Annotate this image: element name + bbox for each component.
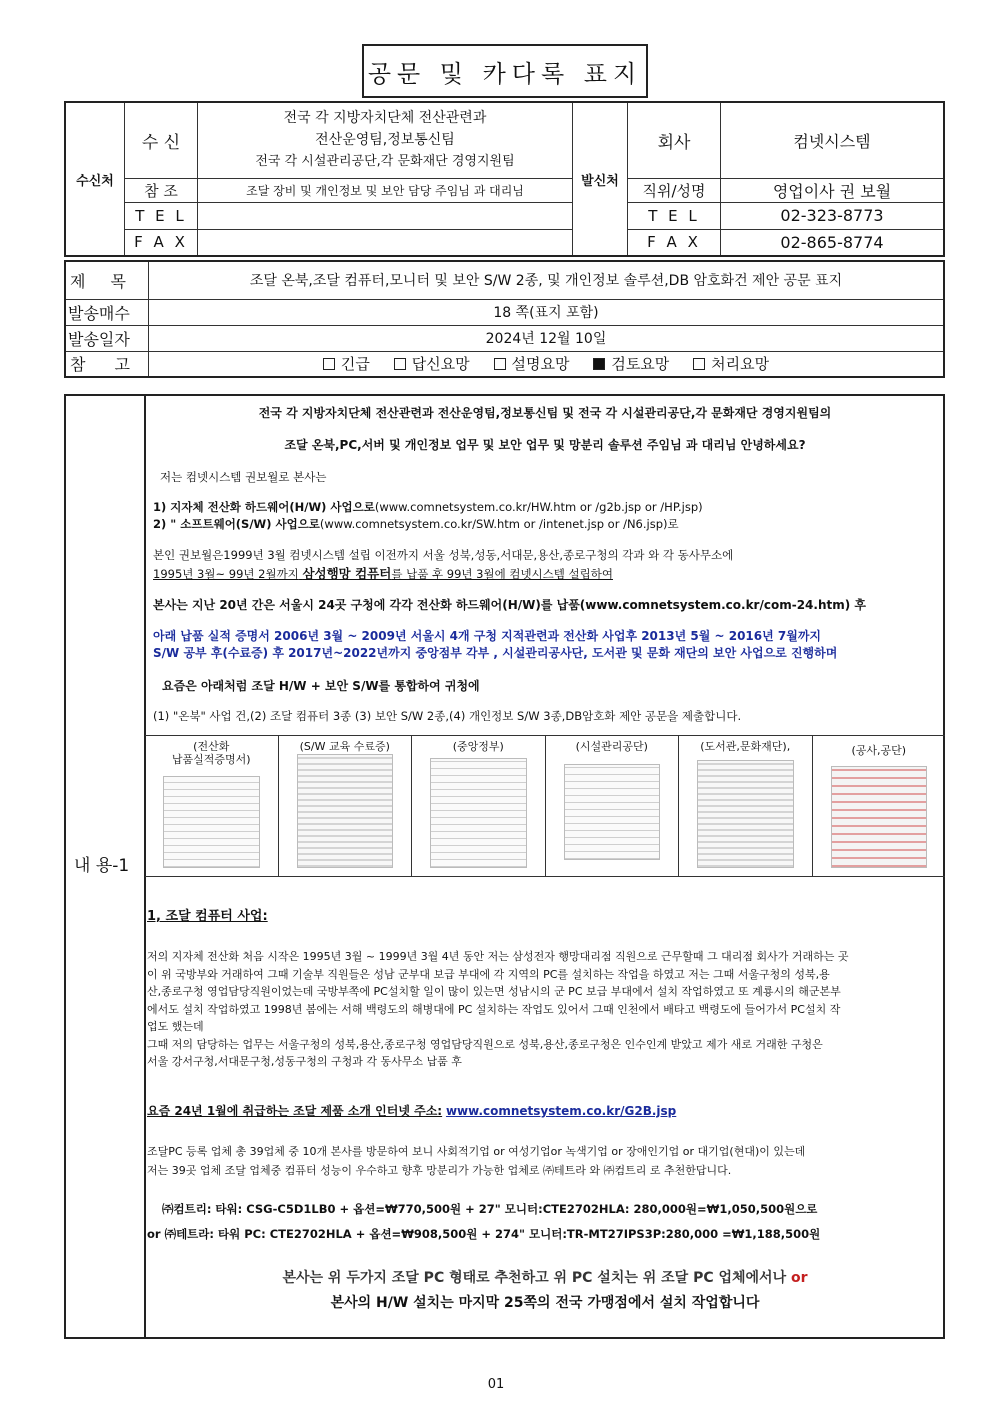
tel-label-sender: T E L xyxy=(628,202,721,229)
thumb-caption: (중앙정부) xyxy=(452,740,504,753)
thumb-caption: (S/W 교육 수료증) xyxy=(299,740,390,753)
position-label: 직위/성명 xyxy=(628,178,721,202)
section-1-title: 1, 조달 컴퓨터 사업: xyxy=(147,909,268,924)
intro-line: 저는 컴넷시스템 권보월로 본사는 xyxy=(160,470,327,484)
document-image xyxy=(430,758,527,868)
option-explain[interactable]: 설명요망 xyxy=(494,355,570,373)
product-url-link[interactable]: www.comnetsystem.co.kr/G2B.jsp xyxy=(445,1104,677,1118)
paragraph-2-line-2: 저는 39곳 업체 조달 업체중 컴퓨터 성능이 우수하고 향후 망분리가 가능한 업체로 ㈜테트라 와 ㈜컴트리 로 추천한답니다. xyxy=(147,1164,732,1177)
paragraph-2-line-1: 조달PC 등록 업체 총 39업체 중 10개 본사를 방문하여 보니 사회적기업 or 여성기업or 녹색기업 or 장애인기업 or 대기업(현대)이 있는데 xyxy=(147,1145,806,1158)
susin-line-3: 전국 각 시설관리공단,각 문화재단 경영지원팀 xyxy=(255,154,515,170)
note-label: 참 고 xyxy=(65,351,149,377)
date-value: 2024년 12월 10일 xyxy=(149,325,945,351)
pc-option-tetra: or ㈜테트라: 타워 PC: CTE2702HLA + 옵션=₩908,500원 + 274" 모니터:TR-MT27IPS3P:280,000 =₩1,188,500원 xyxy=(147,1227,821,1241)
greeting-line-1: 전국 각 지방자치단체 전산관련과 전산운영팀,정보통신팀 및 전국 각 시설관리공단,각 문화재단 경영지원팀의 xyxy=(258,406,832,420)
thumb-sw-education xyxy=(279,736,413,876)
history-line-3: 본사는 지난 20년 간은 서울시 24곳 구청에 각각 전산화 하드웨어(H/W)를 납품(www.comnetsystem.co.kr/com-24.htm) 후 xyxy=(153,598,866,612)
susin-line-2: 전산운영팀,정보통신팀 xyxy=(315,132,455,149)
checkbox-icon xyxy=(494,358,506,370)
proposal-line: (1) "온북" 사업 건,(2) 조달 컴퓨터 3종 (3) 보안 S/W 2종,(4) 개인정보 S/W 3종,DB암호화 제안 공문을 제출합니다. xyxy=(153,709,742,723)
content-side-label: 내 용-1 xyxy=(74,856,130,876)
tel-label: T E L xyxy=(125,202,198,229)
susin-line-1: 전국 각 지방자치단체 전산관련과 xyxy=(283,110,487,127)
susin-label: 수 신 xyxy=(125,102,198,178)
item-2: 2) " 소프트웨어(S/W) 사업으로(www.comnetsystem.co.kr/SW.htm or /intenet.jsp or /N6.jsp)로 xyxy=(153,517,679,531)
greeting-line-2: 조달 온북,PC,서버 및 개인정보 업무 및 보안 업무 및 망분리 솔루션 주임님 과 대리님 안녕하세요? xyxy=(284,438,806,452)
document-image xyxy=(564,764,661,860)
header-table xyxy=(64,101,945,257)
pc-option-comtree: ㈜컴트리: 타워: CSG-C5D1LB0 + 옵션=₩770,500원 + 27" 모니터:CTE2702HLA: 280,000원=₩1,050,500원으로 xyxy=(162,1202,818,1216)
fax-value: 02-865-8774 xyxy=(721,229,945,256)
recent-line: 요즘은 아래처럼 조달 H/W + 보안 S/W를 통합하여 귀청에 xyxy=(162,679,480,693)
final-line-2: 본사의 H/W 설치는 마지막 25쪽의 전국 가맹점에서 설치 작업합니다 xyxy=(330,1295,760,1311)
option-reply[interactable]: 답신요망 xyxy=(394,355,470,373)
history-line-2: 1995년 3월~ 99년 2월까지 삼성행망 컴퓨터를 납품 후 99년 3월에 컴넷시스템 설립하여 xyxy=(153,566,613,581)
fax-label: F A X xyxy=(125,229,198,256)
option-process[interactable]: 처리요망 xyxy=(693,355,769,373)
subject-label: 제 목 xyxy=(65,261,149,299)
company-value: 컴넷시스템 xyxy=(721,102,945,178)
recipient-label: 수신처 xyxy=(65,102,125,256)
fax-label-sender: F A X xyxy=(628,229,721,256)
sender-label: 발신처 xyxy=(573,102,628,256)
thumb-facility xyxy=(546,736,680,876)
product-url-line: 요즘 24년 1월에 취급하는 조달 제품 소개 인터넷 주소: www.comnetsystem.co.kr/G2B.jsp xyxy=(147,1104,677,1118)
document-image xyxy=(697,760,794,868)
susin-value xyxy=(198,102,573,178)
position-value: 영업이사 권 보월 xyxy=(721,178,945,202)
thumb-public-corp xyxy=(813,736,946,876)
page-number: 01 xyxy=(487,1377,505,1392)
history-line-1: 본인 권보월은1999년 3월 컴넷시스템 설립 이전까지 서울 성북,성동,서대문,용산,종로구청의 각과 와 각 동사무소에 xyxy=(153,548,734,562)
fax-value-recipient xyxy=(198,229,573,256)
thumb-central-gov xyxy=(412,736,546,876)
company-label: 회사 xyxy=(628,102,721,178)
subject-value: 조달 온북,조달 컴퓨터,모니터 및 보안 S/W 2종, 및 개인정보 솔루션,DB 암호화건 제안 공문 표지 xyxy=(149,261,945,299)
thumbnail-strip xyxy=(145,735,945,877)
date-label: 발송일자 xyxy=(65,325,149,351)
thumb-caption: (도서관,문화재단), xyxy=(700,740,791,753)
item-1: 1) 지자체 전산화 하드웨어(H/W) 사업으로(www.comnetsystem.co.kr/HW.htm or /g2b.jsp or /HP.jsp) xyxy=(153,500,703,514)
document-title: 공문 및 카다록 표지 xyxy=(362,44,648,98)
thumb-library xyxy=(679,736,813,876)
document-image xyxy=(297,754,394,868)
pages-label: 발송매수 xyxy=(65,299,149,325)
tel-value: 02-323-8773 xyxy=(721,202,945,229)
blue-line-1: 아래 납품 실적 증명서 2006년 3월 ~ 2009년 서울시 4개 구청 지적관련과 전산화 사업후 2013년 5월 ~ 2016년 7월까지 xyxy=(153,629,822,643)
note-options xyxy=(149,351,945,377)
pages-value: 18 쪽(표지 포함) xyxy=(149,299,945,325)
paragraph-1: 저의 지자체 전산화 처음 시작은 1995년 3월 ~ 1999년 3월 4년 동안 저는 삼성전자 행망대리점 직원으로 근무할때 그 대리점 회사가 거래하는 곳 이 위 국방부와 거래하여 그때 기술부 직원들은 성남 군부대 보급 부대에 각 지역의 PC를 설치하는 작업을 하였고 저는 그때 서울구청의 성북,용 산,종로구청 영업담당직원이었는데 국방부쪽에 PC설치할 일이 많이 있는면 성남시의 군 PC 보급 부대에서 설치 작업하였고 또 계룡시의 해군본부 에서도 설치 작업하였고 1998년 봄에는 서해 백령도의 해병대에 PC 설치하는 작업도 있어서 그때 인천에서 배타고 백령도에 들어가서 PC설치 작 업도 했는데 그때 저의 담당하는 업무는 서울구청의 성북,용산,종로구청 영업담당직원으로 성북,용산,종로구청은 인수인계 받았고 제가 새로 거래한 구청은 서울 강서구청,서대문구청,성동구청의 구청과 각 동사무소 납품 후 xyxy=(147,950,849,1068)
thumb-caption: (공사,공단) xyxy=(851,744,907,757)
option-review[interactable]: 검토요망 xyxy=(593,355,669,373)
checkbox-icon xyxy=(323,358,335,370)
chamjo-value: 조달 장비 및 개인정보 및 보안 담당 주임님 과 대리님 xyxy=(198,178,573,202)
document-image xyxy=(163,776,260,868)
info-table xyxy=(64,260,945,378)
document-image xyxy=(831,766,928,868)
chamjo-label: 참 조 xyxy=(125,178,198,202)
blue-line-2: S/W 공부 후(수료증) 후 2017년~2022년까지 중앙점부 각부 , 시설관리공사단, 도서관 및 문화 재단의 보안 사업으로 진행하며 xyxy=(153,646,838,660)
final-line-1: 본사는 위 두가지 조달 PC 형태로 추천하고 위 PC 설치는 위 조달 PC 업체에서나 or xyxy=(282,1270,808,1286)
option-urgent[interactable]: 긴급 xyxy=(323,355,370,373)
checked-checkbox-icon xyxy=(593,358,605,370)
checkbox-icon xyxy=(693,358,705,370)
thumb-certificate xyxy=(145,736,279,876)
tel-value-recipient xyxy=(198,202,573,229)
thumb-caption: (전산화 납품실적증명서) xyxy=(171,740,251,766)
thumb-caption: (시설관리공단) xyxy=(575,740,648,753)
content-side xyxy=(66,396,146,1337)
checkbox-icon xyxy=(394,358,406,370)
